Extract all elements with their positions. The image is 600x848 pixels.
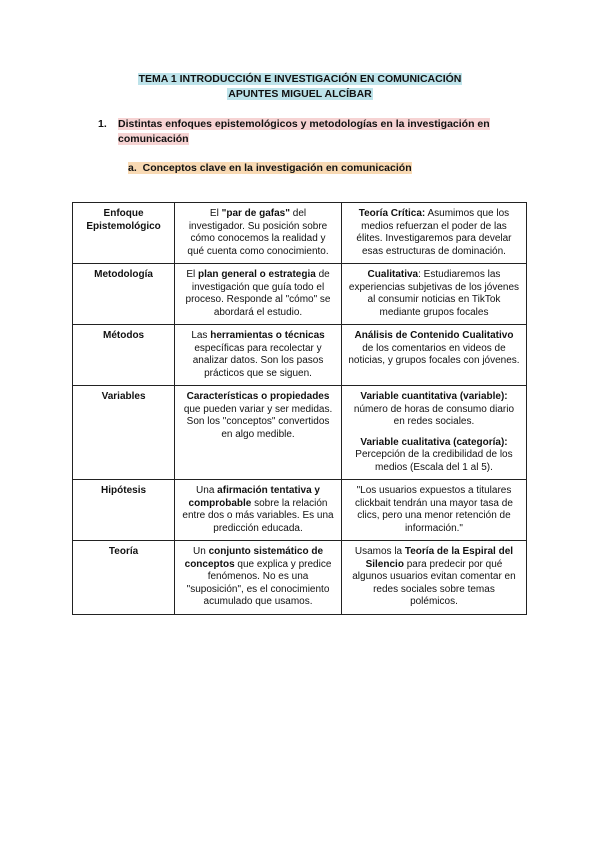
table-row [73, 541, 527, 615]
definition-cell: Las herramientas o técnicas específicas para recolectar y analizar datos. Son los pasos prácticos que se siguen. [175, 325, 342, 386]
table-row [73, 386, 527, 480]
table-row [73, 325, 527, 386]
subsection-a-text: Conceptos clave en la investigación en comunicación [142, 162, 412, 174]
concept-cell: Metodología [73, 264, 175, 325]
definition-cell: Un conjunto sistemático de conceptos que explica y predice fenómenos. No es una "suposición", es el conocimiento acumulado que usamos. [175, 541, 342, 615]
section-1-number: 1. [98, 118, 107, 130]
definition-cell: Una afirmación tentativa y comprobable sobre la relación entre dos o más variables. Es una predicción educada. [175, 480, 342, 541]
section-1-heading [98, 117, 498, 147]
example-cell: Análisis de Contenido Cualitativo de los comentarios en videos de noticias, y grupos focales con jóvenes. [341, 325, 526, 386]
table-row [73, 203, 527, 264]
example-cell: Cualitativa: Estudiaremos las experiencias subjetivas de los jóvenes al consumir noticias en TikTok mediante grupos focales [341, 264, 526, 325]
definition-cell: Características o propiedades que pueden variar y ser medidas. Son los "conceptos" convertidos en algo medible. [175, 386, 342, 480]
concept-cell: Variables [73, 386, 175, 480]
example-cell: Teoría Crítica: Asumimos que los medios refuerzan el poder de las élites. Investigaremos para develar esas estructuras de dominación. [341, 203, 526, 264]
concepts-table [72, 202, 527, 615]
subsection-a-label: a. [128, 162, 137, 174]
definition-cell: El "par de gafas" del investigador. Su posición sobre cómo conocemos la realidad y qué cuenta como conocimiento. [175, 203, 342, 264]
concept-cell: Hipótesis [73, 480, 175, 541]
example-cell: Usamos la Teoría de la Espiral del Silencio para predecir por qué algunos usuarios evitan comentar en redes sociales sobre temas polémicos. [341, 541, 526, 615]
subsection-a-heading [128, 161, 412, 175]
example-cell: Variable cuantitativa (variable): número de horas de consumo diario en redes sociales. Variable cualitativa (categoría): Percepción de la credibilidad de los medios (Escala del 1 al 5). [341, 386, 526, 480]
concept-cell: Enfoque Epistemológico [73, 203, 175, 264]
example-cell: "Los usuarios expuestos a titulares clickbait tendrán una mayor tasa de clics, pero una menor retención de información." [341, 480, 526, 541]
document-subtitle: APUNTES MIGUEL ALCÍBAR [228, 88, 372, 100]
document-title: TEMA 1 INTRODUCCIÓN E INVESTIGACIÓN EN COMUNICACIÓN [138, 73, 462, 85]
table-row [73, 480, 527, 541]
table-row [73, 264, 527, 325]
concept-cell: Métodos [73, 325, 175, 386]
definition-cell: El plan general o estrategia de investigación que guía todo el proceso. Responde al "cómo" se abordará el estudio. [175, 264, 342, 325]
section-1-text: Distintas enfoques epistemológicos y metodologías en la investigación en comunicación [118, 118, 490, 145]
concept-cell: Teoría [73, 541, 175, 615]
